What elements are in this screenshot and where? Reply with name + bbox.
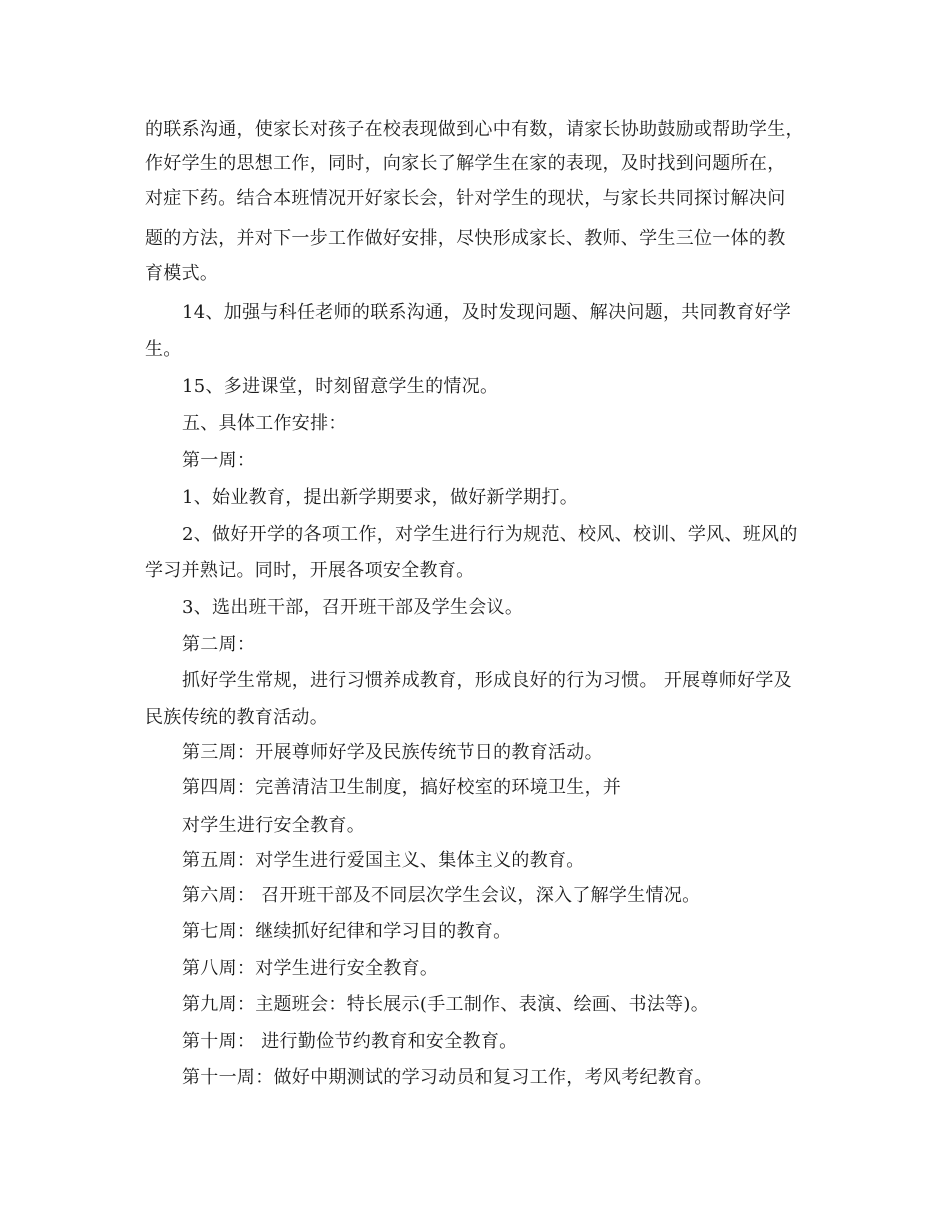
paragraph-line: 作好学生的思想工作，同时，向家长了解学生在家的表现，及时找到问题所在， xyxy=(145,153,786,174)
paragraph-line: 第十一周：做好中期测试的学习动员和复习工作，考风考纪教育。 xyxy=(182,1067,713,1088)
paragraph-line: 第九周：主题班会：特长展示(手工制作、表演、绘画、书法等)。 xyxy=(182,994,710,1015)
paragraph-line: 第六周： 召开班干部及不同层次学生会议，深入了解学生情况。 xyxy=(182,885,701,906)
paragraph-line: 14、加强与科任老师的联系沟通，及时发现问题、解决问题，共同教育好学 xyxy=(182,302,792,323)
section-heading: 五、具体工作安排： xyxy=(182,413,347,434)
paragraph-line: 15、多进课堂，时刻留意学生的情况。 xyxy=(182,376,499,397)
paragraph-line: 抓好学生常规，进行习惯养成教育，形成良好的行为习惯。 开展尊师好学及 xyxy=(182,670,792,691)
paragraph-line: 第五周：对学生进行爱国主义、集体主义的教育。 xyxy=(182,850,585,871)
paragraph-line: 3、选出班干部，召开班干部及学生会议。 xyxy=(182,597,524,618)
paragraph-line: 1、始业教育，提出新学期要求，做好新学期打。 xyxy=(182,487,579,508)
paragraph-line: 对症下药。结合本班情况开好家长会，针对学生的现状，与家长共同探讨解决问 xyxy=(145,188,786,209)
paragraph-line: 的联系沟通，使家长对孩子在校表现做到心中有数，请家长协助鼓励或帮助学生， xyxy=(145,119,804,140)
paragraph-line: 第十周： 进行勤俭节约教育和安全教育。 xyxy=(182,1031,518,1052)
paragraph-line: 第八周：对学生进行安全教育。 xyxy=(182,958,439,979)
paragraph-line: 2、做好开学的各项工作，对学生进行行为规范、校风、校训、学风、班风的 xyxy=(182,524,798,545)
paragraph-line: 民族传统的教育活动。 xyxy=(145,707,328,728)
week-heading: 第一周： xyxy=(182,450,256,471)
paragraph-line: 生。 xyxy=(145,339,182,360)
paragraph-line: 学习并熟记。同时，开展各项安全教育。 xyxy=(145,560,475,581)
paragraph-line: 对学生进行安全教育。 xyxy=(182,815,365,836)
paragraph-line: 第四周：完善清洁卫生制度，搞好校室的环境卫生，并 xyxy=(182,777,622,798)
paragraph-line: 育模式。 xyxy=(145,263,219,284)
paragraph-line: 第三周：开展尊师好学及民族传统节日的教育活动。 xyxy=(182,742,603,763)
paragraph-line: 第七周：继续抓好纪律和学习目的教育。 xyxy=(182,921,512,942)
paragraph-line: 题的方法，并对下一步工作做好安排，尽快形成家长、教师、学生三位一体的教 xyxy=(145,228,786,249)
week-heading: 第二周： xyxy=(182,634,256,655)
